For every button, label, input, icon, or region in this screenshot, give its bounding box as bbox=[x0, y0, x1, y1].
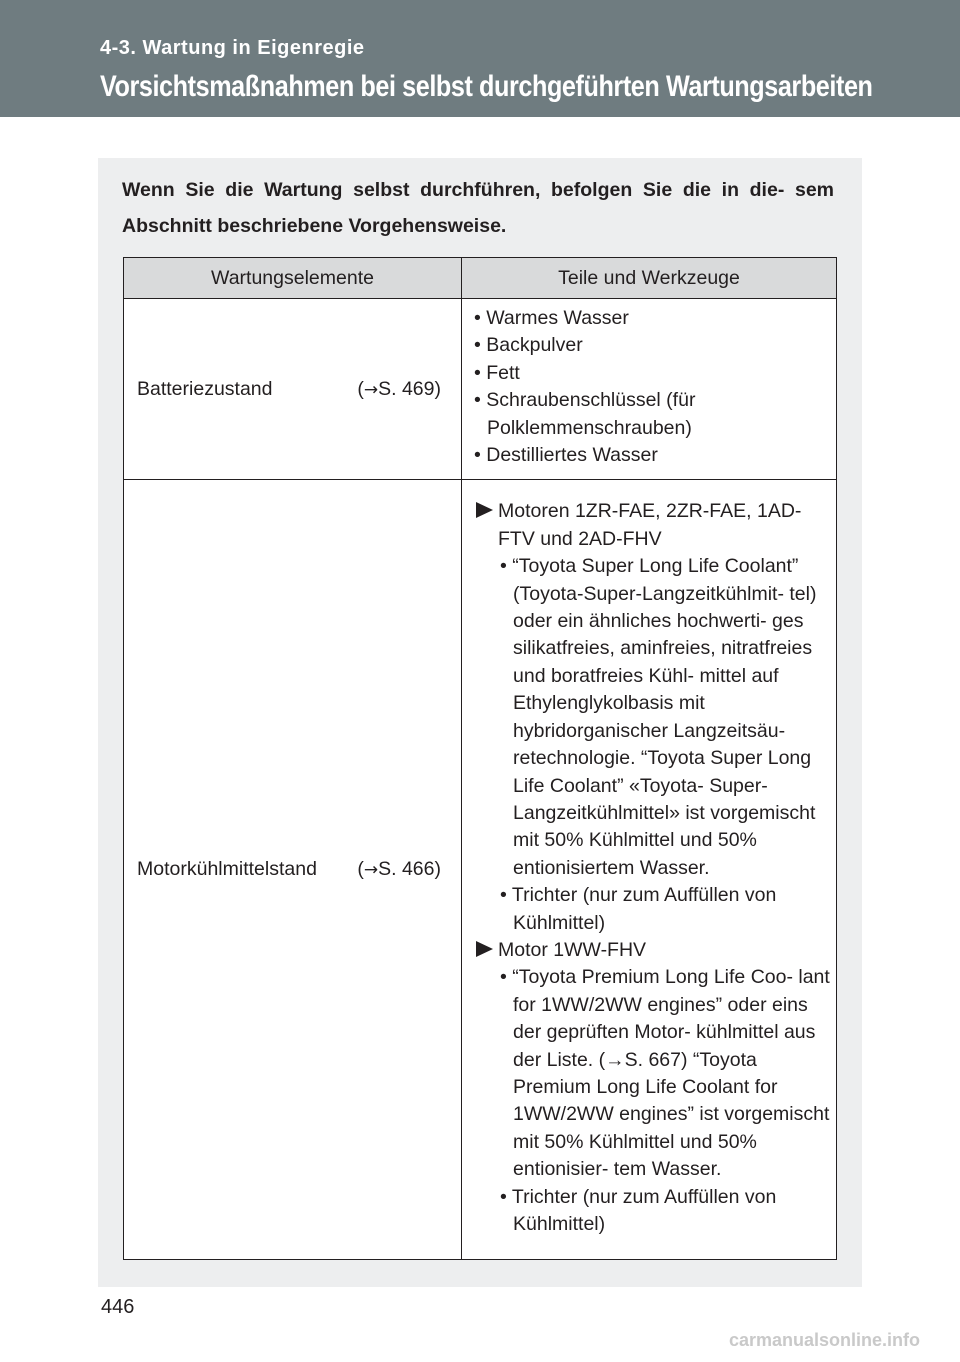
maintenance-table bbox=[123, 257, 837, 1260]
list-item: • “Toyota Super Long Life Coolant” (Toyota-Super-Langzeitkühlmit- tel) oder ein ähnliches hochwerti- ges silikatfreies, aminfreies, nitratfreies und boratfreies Kühl- mittel auf Ethylenglykolbasis mit hybridorganischer Langzeitsäu- retechnologie. “Toyota Super Long Life Coolant” «Toyota- Super-Langzeitkühlmittel» ist vorgemischt mit 50% Kühlmittel und 50% entionisiertem Wasser. bbox=[500, 555, 817, 879]
list-item: • Fett bbox=[474, 361, 520, 384]
list-item: • Schraubenschlüssel (für Polklemmenschrauben) bbox=[474, 389, 696, 439]
triangle-bullet-icon bbox=[476, 502, 493, 518]
list-item: • Destilliertes Wasser bbox=[474, 444, 658, 467]
engine-heading: Motor 1WW-FHV bbox=[476, 937, 836, 964]
table-row bbox=[124, 299, 837, 480]
page-title: Vorsichtsmaßnahmen bei selbst durchgeführten Wartungsarbeiten bbox=[100, 70, 873, 103]
item-cell bbox=[124, 480, 462, 1260]
watermark: carmanualsonline.info bbox=[728, 1330, 920, 1350]
list-item: • Warmes Wasser bbox=[474, 307, 629, 329]
section-label: 4-3. Wartung in Eigenregie bbox=[100, 37, 365, 59]
triangle-bullet-icon bbox=[476, 941, 493, 957]
item-label: Batteriezustand bbox=[137, 377, 273, 400]
list-item: • Trichter (nur zum Auffüllen von Kühlmittel) bbox=[500, 884, 777, 934]
arrow-right-icon: → bbox=[363, 379, 379, 400]
item-cell bbox=[124, 299, 462, 480]
engine-heading: Motoren 1ZR-FAE, 2ZR-FAE, 1AD-FTV und 2AD-FHV bbox=[476, 498, 836, 553]
page-reference: (→S. 469) bbox=[357, 377, 441, 400]
list-item: • “Toyota Premium Long Life Coo- lant for 1WW/2WW engines” oder eins der geprüften Motor- kühlmittel aus der Liste. (→S. 667) “Toyota Premium Long Life Coolant for 1WW/2WW engines” ist vorgemischt mit 50% Kühlmittel und 50% entionisier- tem Wasser. bbox=[500, 966, 830, 1181]
table-header-row bbox=[124, 258, 837, 299]
table-row bbox=[124, 480, 837, 1260]
column-header-items: Wartungselemente bbox=[124, 258, 462, 299]
list-item: • Backpulver bbox=[474, 334, 583, 357]
arrow-right-icon: → bbox=[363, 860, 379, 881]
intro-paragraph: Wenn Sie die Wartung selbst durchführen, befolgen Sie die in die- sem Abschnitt beschriebene Vorgehensweise. bbox=[122, 179, 834, 237]
item-label: Motorkühlmittelstand bbox=[137, 858, 317, 881]
list-item: • Trichter (nur zum Auffüllen von Kühlmittel) bbox=[500, 1185, 777, 1236]
page-reference: (→S. 466) bbox=[357, 858, 441, 881]
tools-cell bbox=[462, 480, 837, 1260]
page-number: 446 bbox=[101, 1296, 135, 1318]
column-header-tools: Teile und Werkzeuge bbox=[462, 258, 837, 299]
tools-cell bbox=[462, 299, 837, 480]
chapter-header-bar bbox=[0, 0, 960, 117]
